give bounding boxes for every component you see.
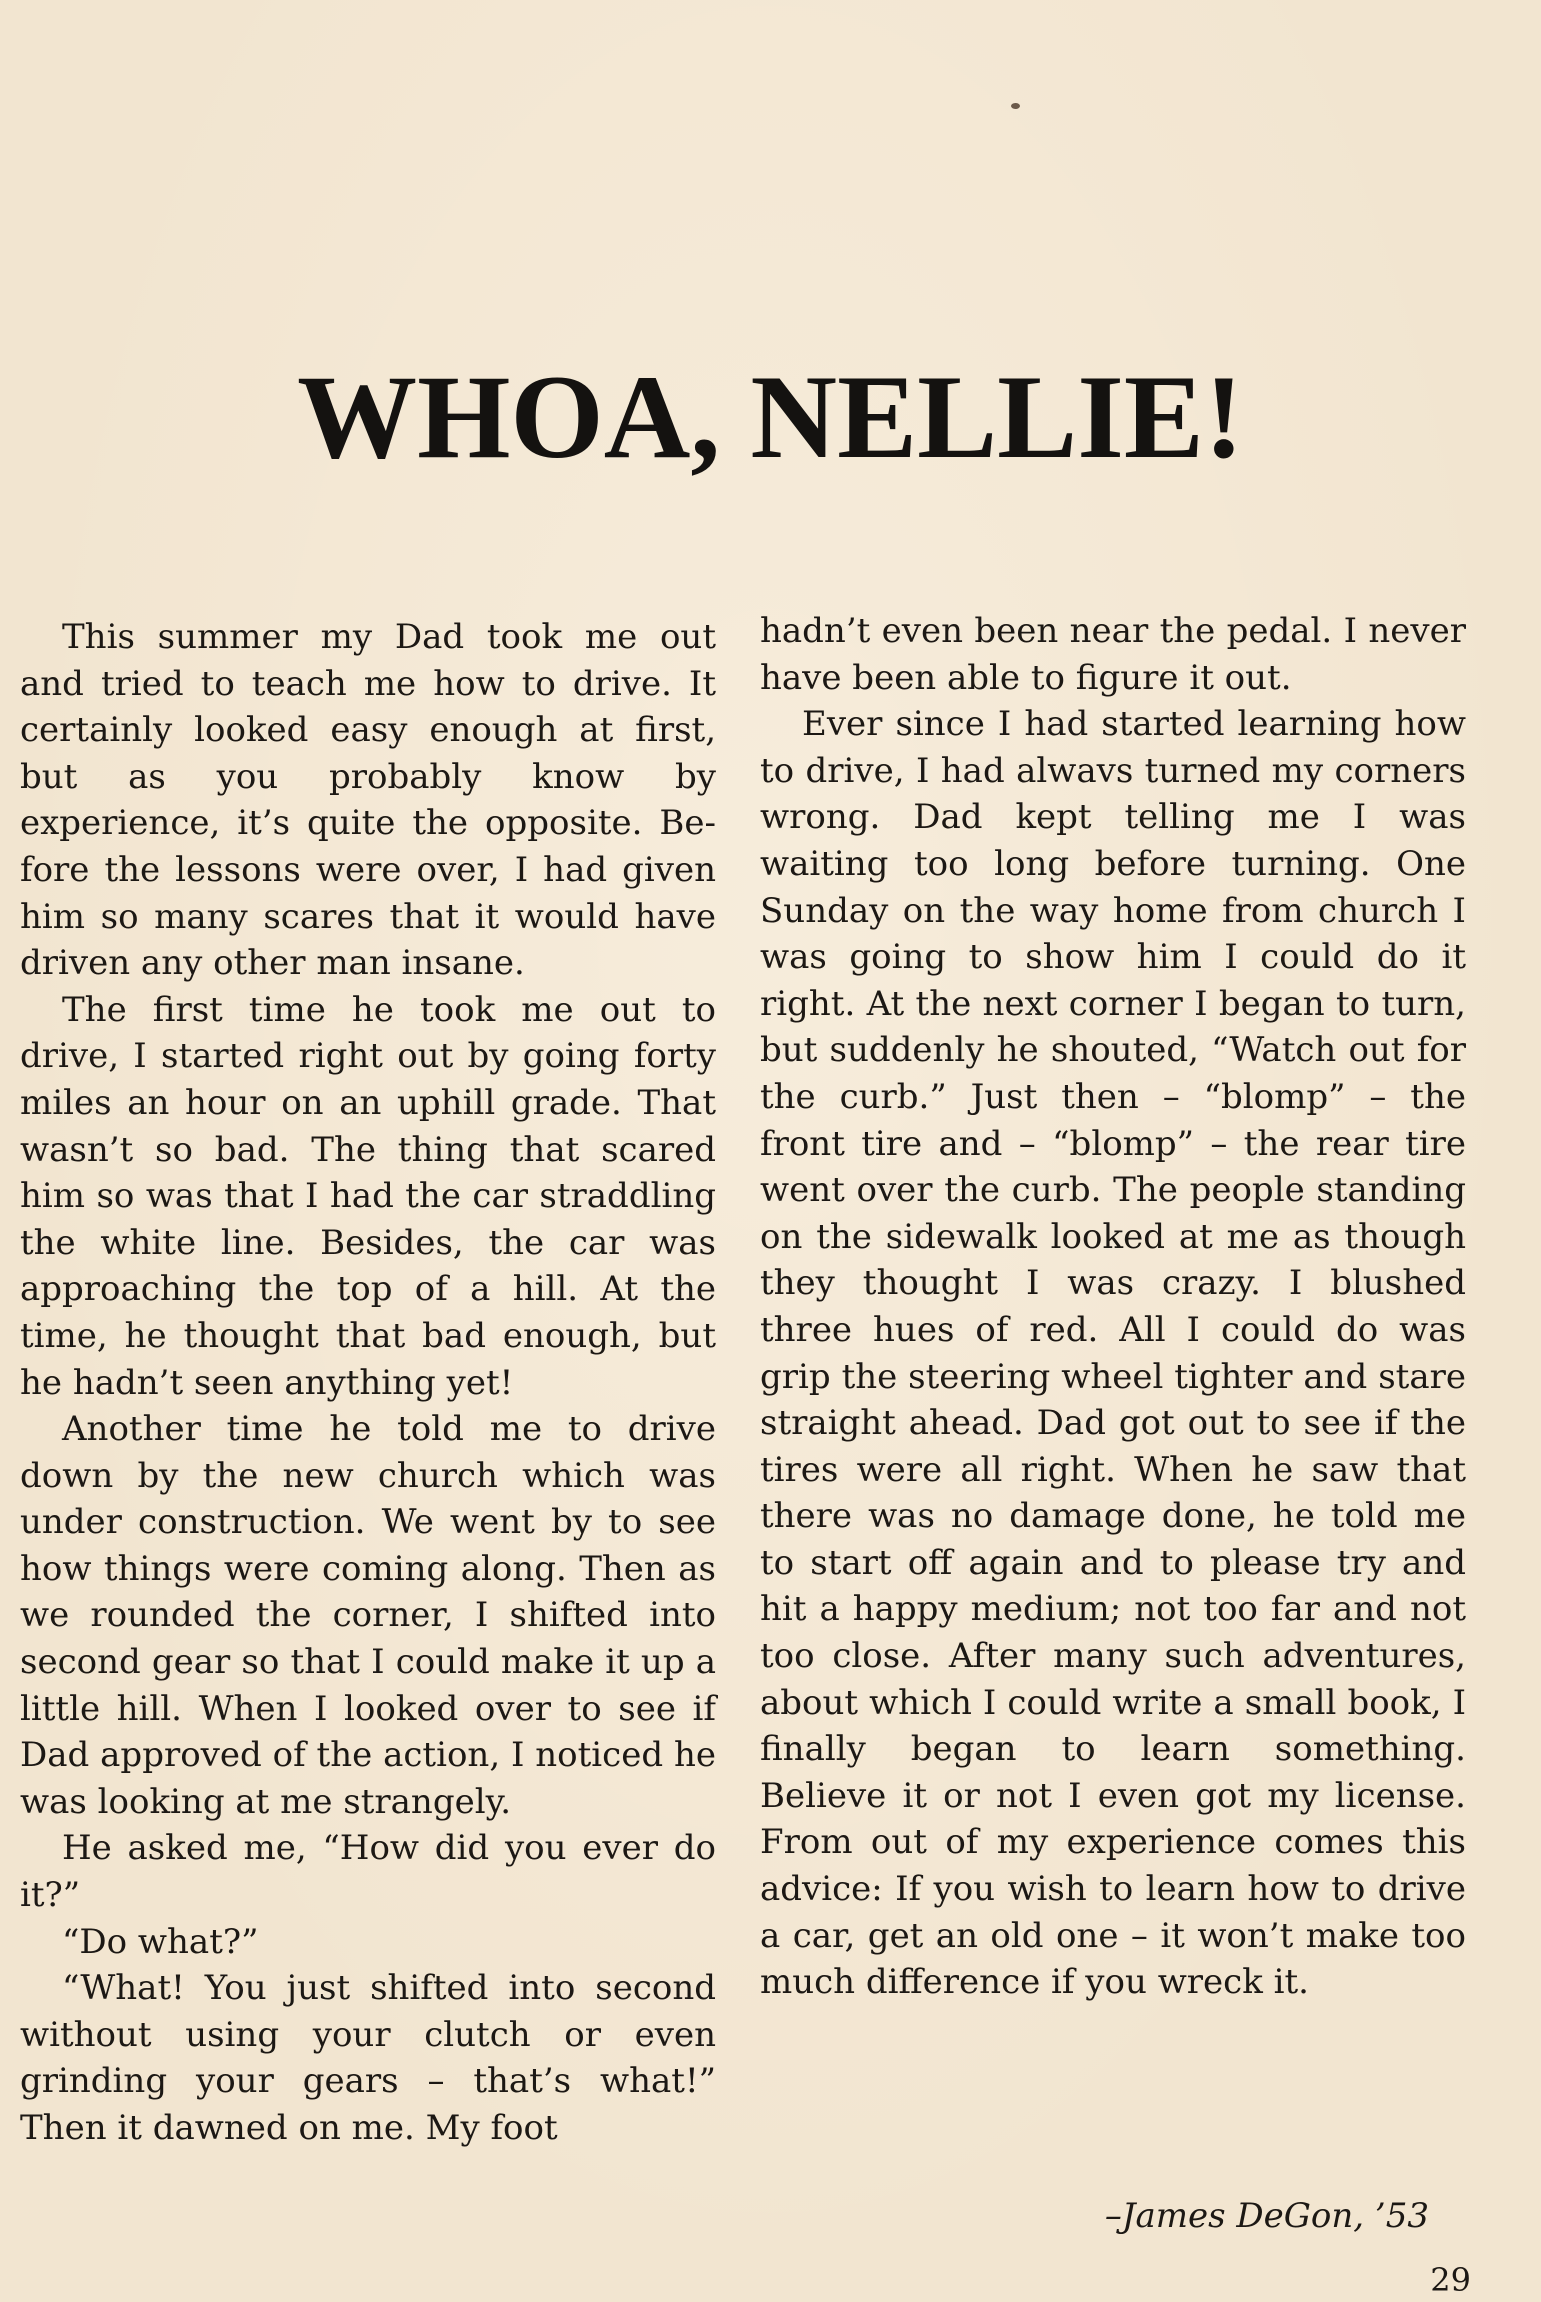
paragraph: Ever since I had started learning how to drive, I had alwavs turned my corners wrong. Dad kept telling me I was waiting too long before turning. One Sunday on the way home from church I was going to show him I could do it right. At the next corner I began to turn, but suddenly he shouted, “Watch out for the curb.” Just then – “blomp” – the front tire and – “blomp” – the rear tire went over the curb. The people standing on the sidewalk looked at me as though they thought I was crazy. I blushed three hues of red. All I could do was grip the steering wheel tighter and stare straight ahead. Dad got out to see if the tires were all right. When he saw that there was no damage done, he told me to start off again and to please try and hit a happy medium; not too far and not too close. After many such adventures, about which I could write a small book, I finally began to learn something. Believe it or not I even got my license. From out of my experience comes this advice: If you wish to learn how to drive a car, get an old one – it won’t make too much difference if you wreck it. (760, 704, 1466, 2003)
ink-speck (1011, 103, 1020, 109)
paragraph: “Do what?” (62, 1921, 259, 1962)
paragraph: “What! You just shifted into second without using your clutch or even grinding your gears – that’s what!” Then it dawned on me. My foot (20, 1968, 716, 2148)
page-number: 29 (1430, 2261, 1471, 2299)
paragraph-continuation: hadn’t even been near the pedal. I never have been able to figure it out. (760, 611, 1466, 698)
left-column (20, 614, 716, 2152)
paragraph: The first time he took me out to drive, I started right out by going forty miles an hour on an uphill grade. That wasn’t so bad. The thing that scared him so was that I had the car straddling the white line. Besides, the car was approaching the top of a hill. At the time, he thought that bad enough, but he hadn’t seen anything yet! (20, 989, 716, 1403)
paragraph: This summer my Dad took me out and tried to teach me how to drive. It certainly looked easy enough at first, but as you probably know by experience, it’s quite the opposite. Before the lessons were over, I had given him so many scares that it would have driven any other man insane. (20, 617, 716, 984)
paragraph: He asked me, “How did you ever do it?” (20, 1828, 716, 1916)
article-title: WHOA, NELLIE! (297, 350, 1244, 483)
paragraph: Another time he told me to drive down by the new church which was under construction. We went by to see how things were coming along. Then as we rounded the corner, I shifted into second gear so that I could make it up a little hill. When I looked over to see if Dad approved of the action, I noticed he was looking at me strangely. (20, 1409, 716, 1822)
author-signature: –James DeGon, ’53 (1104, 2196, 1429, 2236)
right-column (760, 608, 1466, 2006)
